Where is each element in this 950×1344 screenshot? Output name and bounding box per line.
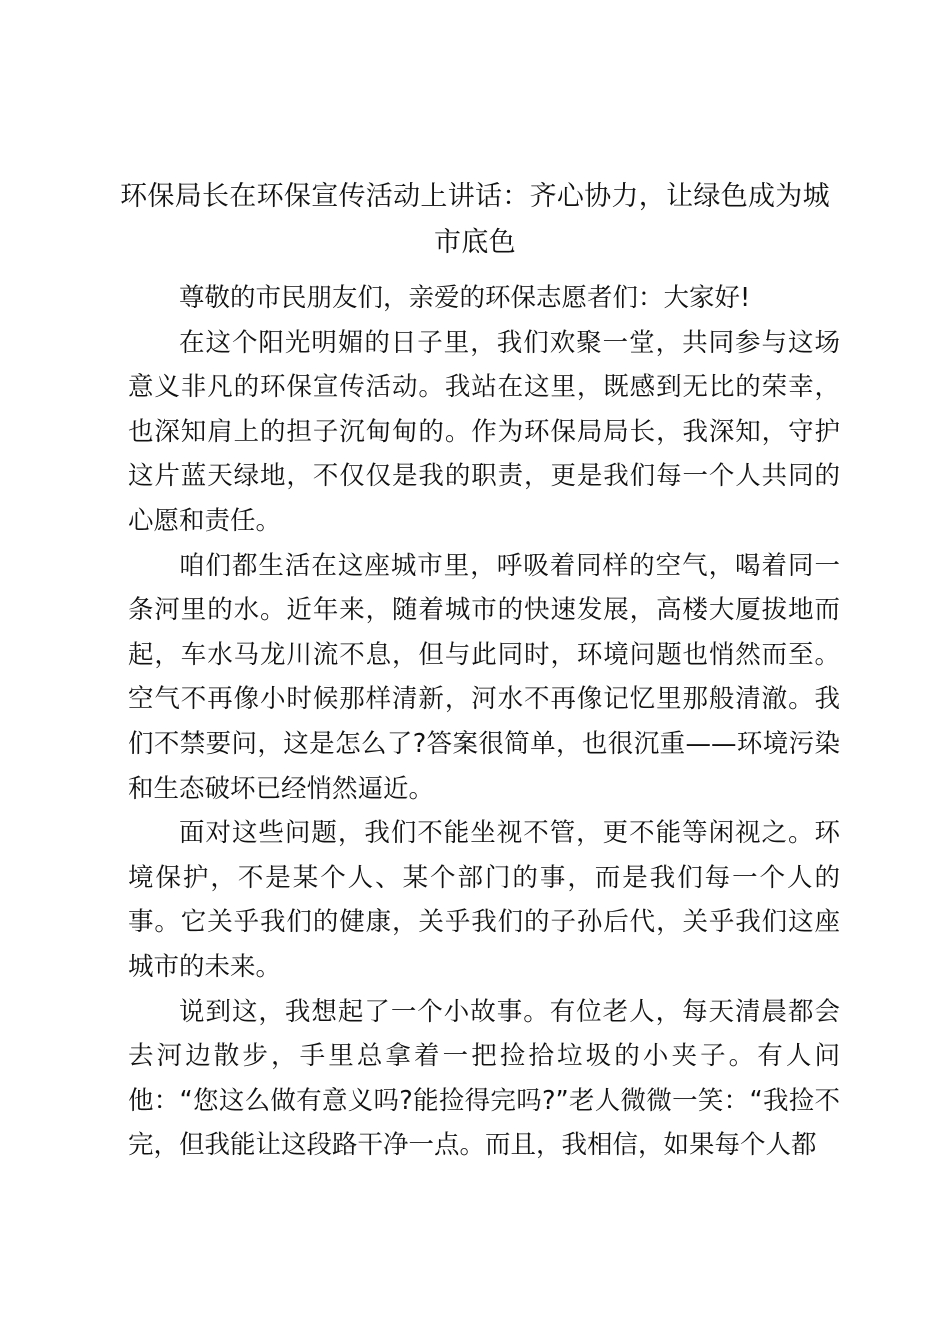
paragraph: 面对这些问题，我们不能坐视不管，更不能等闲视之。环境保护，不是某个人、某个部门的事，而是我们每一个人的事。它关乎我们的健康，关乎我们的子孙后代，关乎我们这座城市的未来。 xyxy=(128,818,840,982)
paragraph: 咱们都生活在这座城市里，呼吸着同样的空气，喝着同一条河里的水。近年来，随着城市的快速发展，高楼大厦拔地而起，车水马龙川流不息，但与此同时，环境问题也悄然而至。空气不再像小时候那样清新，河水不再像记忆里那般清澈。我们不禁要问，这是怎么了?答案很简单，也很沉重——环境污染和生态破坏已经悄然逼近。 xyxy=(128,550,840,804)
paragraph: 尊敬的市民朋友们，亲爱的环保志愿者们：大家好! xyxy=(179,283,751,313)
document-body xyxy=(128,276,840,1168)
document-title: 环保局长在环保宣传活动上讲话：齐心协力，让绿色成为城市底色 xyxy=(120,181,830,258)
paragraph: 说到这，我想起了一个小故事。有位老人，每天清晨都会去河边散步，手里总拿着一把捡拾垃圾的小夹子。有人问他：“您这么做有意义吗?能捡得完吗?”老人微微一笑：“我捡不完，但我能让这段路干净一点。而且，我相信，如果每个人都 xyxy=(128,996,840,1161)
paragraph: 在这个阳光明媚的日子里，我们欢聚一堂，共同参与这场意义非凡的环保宣传活动。我站在这里，既感到无比的荣幸，也深知肩上的担子沉甸甸的。作为环保局局长，我深知，守护这片蓝天绿地，不仅仅是我的职责，更是我们每一个人共同的心愿和责任。 xyxy=(128,327,840,536)
